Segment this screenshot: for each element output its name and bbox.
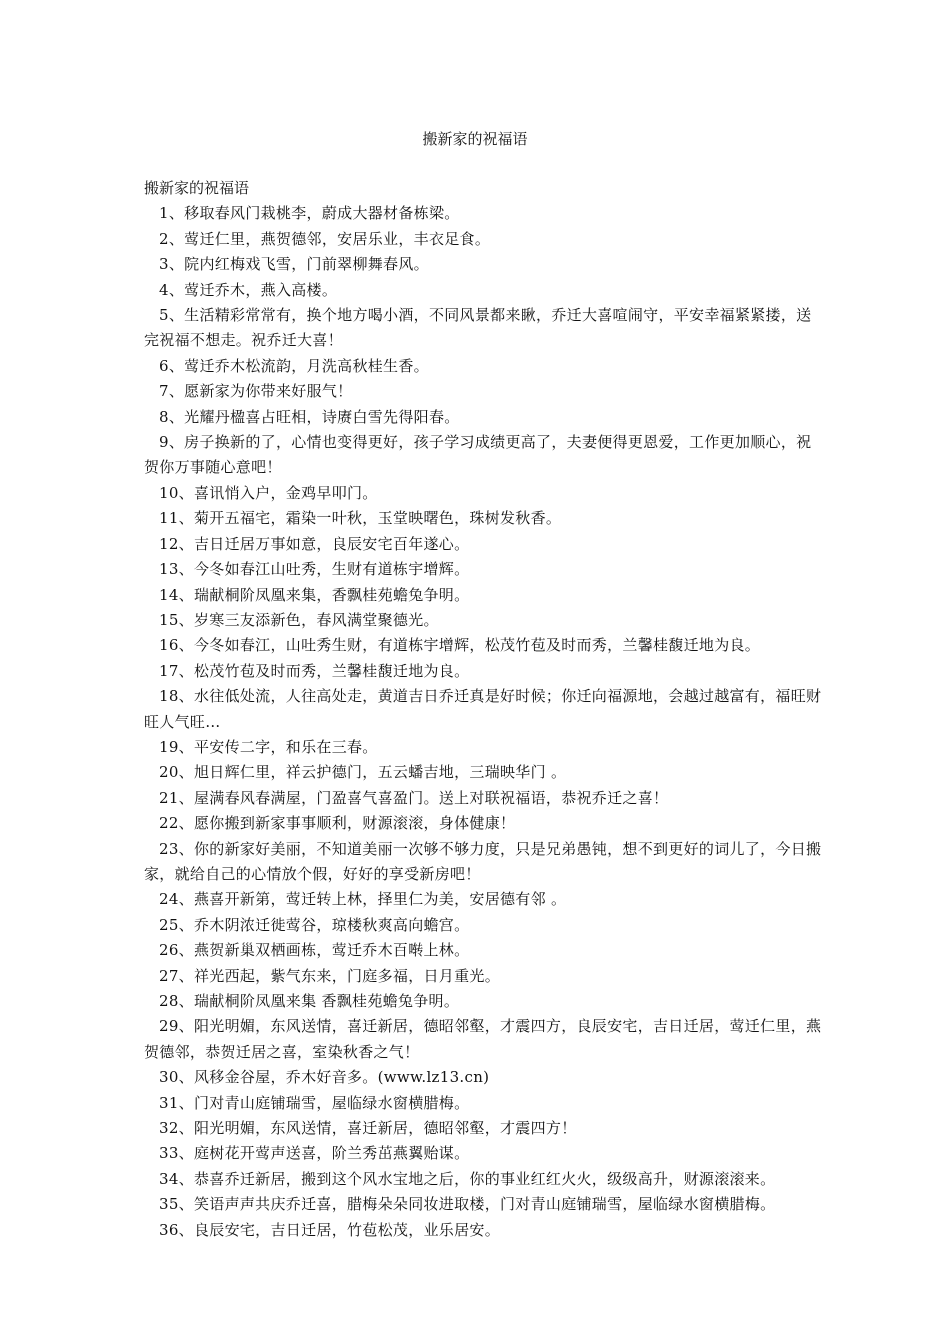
blessing-item-18: 18、水往低处流，人往高处走，黄道吉日乔迁真是好时候；你迁向福源地，会越过越富有，福旺财旺人气旺… [144, 687, 822, 731]
blessing-item-4: 4、莺迁乔木，燕入高楼。 [159, 280, 338, 299]
blessing-item-6: 6、莺迁乔木松流韵，月洗高秋桂生香。 [159, 356, 429, 375]
blessing-item-7: 7、愿新家为你带来好服气！ [159, 382, 353, 401]
blessing-item-32: 32、阳光明媚，东风送情，喜迁新居，德昭邻壑，才震四方！ [159, 1119, 577, 1138]
blessing-item-2: 2、莺迁仁里，燕贺德邻，安居乐业，丰衣足食。 [159, 229, 491, 248]
document-title: 搬新家的祝福语 [422, 130, 528, 148]
blessing-item-34: 34、恭喜乔迁新居，搬到这个风水宝地之后，你的事业红红火火，级级高升，财源滚滚来。 [159, 1169, 776, 1188]
blessing-item-33: 33、庭树花开莺声送喜，阶兰秀茁燕翼贻谋。 [159, 1144, 470, 1163]
blessing-item-21: 21、屋满春风春满屋，门盈喜气喜盈门。送上对联祝福语，恭祝乔迁之喜！ [159, 788, 669, 807]
blessing-item-28: 28、瑞献桐阶凤凰来集 香飘桂苑蟾兔争明。 [159, 992, 460, 1010]
blessing-item-23: 23、你的新家好美丽，不知道美丽一次够不够力度，只是兄弟愚钝，想不到更好的词儿了，今日搬家，就给自己的心情放个假，好好的享受新房吧！ [144, 839, 822, 883]
blessing-item-11: 11、菊开五福宅，霜染一叶秋，玉堂映曙色，珠树发秋香。 [159, 509, 562, 528]
blessing-item-20: 20、旭日辉仁里，祥云护德门，五云蟠吉地，三瑞映华门 。 [159, 763, 567, 782]
section-heading: 搬新家的祝福语 [144, 179, 250, 197]
document-body [144, 176, 824, 1243]
blessing-item-36: 36、良辰安宅，吉日迁居，竹苞松茂，业乐居安。 [159, 1220, 500, 1239]
blessing-item-8: 8、光耀丹楹喜占旺相，诗赓白雪先得阳春。 [159, 407, 460, 426]
blessing-item-10: 10、喜讯悄入户，金鸡早叩门。 [159, 483, 378, 502]
blessing-item-25: 25、乔木阴浓迁徙莺谷，琼楼秋爽高向蟾宫。 [159, 915, 470, 934]
blessing-item-29: 29、阳光明媚，东风送情，喜迁新居，德昭邻壑，才震四方，良辰安宅，吉日迁居，莺迁仁里，燕贺德邻，恭贺迁居之喜，室染秋香之气！ [144, 1017, 822, 1061]
blessing-item-16: 16、今冬如春江，山吐秀生财，有道栋宇增辉，松茂竹苞及时而秀，兰馨桂馥迁地为良。 [159, 636, 761, 655]
blessing-item-1: 1、移取春风门栽桃李，蔚成大器材备栋梁。 [159, 204, 460, 223]
blessing-item-5: 5、生活精彩常常有，换个地方喝小酒，不同风景都来瞅，乔迁大喜喧闹守，平安幸福紧紧搂，送完祝福不想走。祝乔迁大喜！ [144, 306, 812, 350]
blessing-item-22: 22、愿你搬到新家事事顺利，财源滚滚，身体健康！ [159, 814, 516, 833]
blessing-item-13: 13、今冬如春江山吐秀，生财有道栋宇增辉。 [159, 560, 470, 579]
blessing-item-27: 27、祥光西起，紫气东来，门庭多福，日月重光。 [159, 966, 500, 985]
blessing-item-19: 19、平安传二字，和乐在三春。 [159, 737, 378, 756]
blessing-item-12: 12、吉日迁居万事如意，良辰安宅百年遂心。 [159, 534, 470, 553]
blessing-item-31: 31、门对青山庭铺瑞雪，屋临绿水窗横腊梅。 [159, 1093, 470, 1112]
blessing-item-17: 17、松茂竹苞及时而秀，兰馨桂馥迁地为良。 [159, 661, 470, 680]
blessing-item-14: 14、瑞献桐阶凤凰来集，香飘桂苑蟾兔争明。 [159, 585, 470, 604]
blessing-item-35: 35、笑语声声共庆乔迁喜，腊梅朵朵同妆进取楼，门对青山庭铺瑞雪，屋临绿水窗横腊梅。 [159, 1195, 776, 1214]
blessing-item-24: 24、燕喜开新第，莺迁转上林，择里仁为美，安居德有邻 。 [159, 890, 567, 909]
blessing-item-26: 26、燕贺新巢双栖画栋，莺迁乔木百啭上林。 [159, 941, 470, 960]
blessing-item-9: 9、房子换新的了，心情也变得更好，孩子学习成绩更高了，夫妻便得更恩爱，工作更加顺心，祝贺你万事随心意吧！ [144, 433, 812, 477]
blessing-item-3: 3、院内红梅戏飞雪，门前翠柳舞春风。 [159, 255, 429, 274]
blessing-item-15: 15、岁寒三友添新色，春风满堂聚德光。 [159, 610, 439, 629]
blessing-item-30: 30、风移金谷屋，乔木好音多。(www.lz13.cn) [159, 1068, 490, 1087]
